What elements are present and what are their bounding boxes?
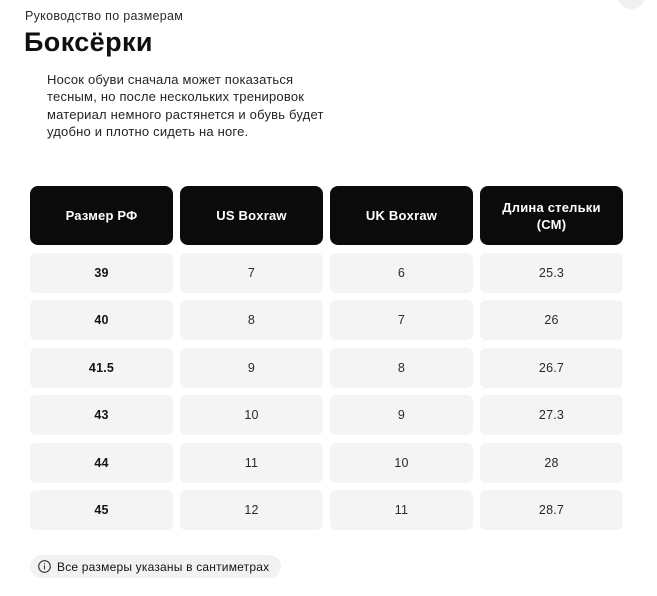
fit-description: Носок обуви сначала может показаться тесным, но после нескольких тренировок материал немного растянется и обувь будет удобно и плотно сидеть на ноге.: [47, 72, 324, 140]
table-cell: 27.3: [480, 395, 623, 435]
info-icon: [38, 560, 51, 573]
close-icon: [628, 0, 635, 2]
table-cell: 6: [330, 253, 473, 293]
table-cell: 44: [30, 443, 173, 483]
table-cell: 43: [30, 395, 173, 435]
table-cell: 40: [30, 300, 173, 340]
table-cell: 45: [30, 490, 173, 530]
table-cell: 10: [330, 443, 473, 483]
close-button[interactable]: [617, 0, 646, 9]
table-cell: 7: [180, 253, 323, 293]
table-cell: 12: [180, 490, 323, 530]
table-cell: 10: [180, 395, 323, 435]
header-cell-insole-length: Длина стельки (СМ): [480, 186, 623, 245]
breadcrumb-size-guide: Руководство по размерам: [25, 9, 184, 23]
table-cell: 11: [180, 443, 323, 483]
table-cell: 25.3: [480, 253, 623, 293]
table-cell: 26.7: [480, 348, 623, 388]
table-cell: 8: [330, 348, 473, 388]
size-table: [30, 186, 623, 530]
table-cell: 9: [180, 348, 323, 388]
table-cell: 41.5: [30, 348, 173, 388]
table-cell: 28: [480, 443, 623, 483]
units-note-badge: [30, 555, 281, 578]
table-cell: 11: [330, 490, 473, 530]
table-cell: 39: [30, 253, 173, 293]
units-note-text: Все размеры указаны в сантиметрах: [57, 559, 270, 574]
table-cell: 26: [480, 300, 623, 340]
table-cell: 8: [180, 300, 323, 340]
table-cell: 7: [330, 300, 473, 340]
table-cell: 28.7: [480, 490, 623, 530]
header-cell-uk-boxraw: UK Boxraw: [330, 186, 473, 245]
header-cell-size-rf: Размер РФ: [30, 186, 173, 245]
table-cell: 9: [330, 395, 473, 435]
header-cell-us-boxraw: US Boxraw: [180, 186, 323, 245]
page-title: Боксёрки: [24, 27, 153, 57]
